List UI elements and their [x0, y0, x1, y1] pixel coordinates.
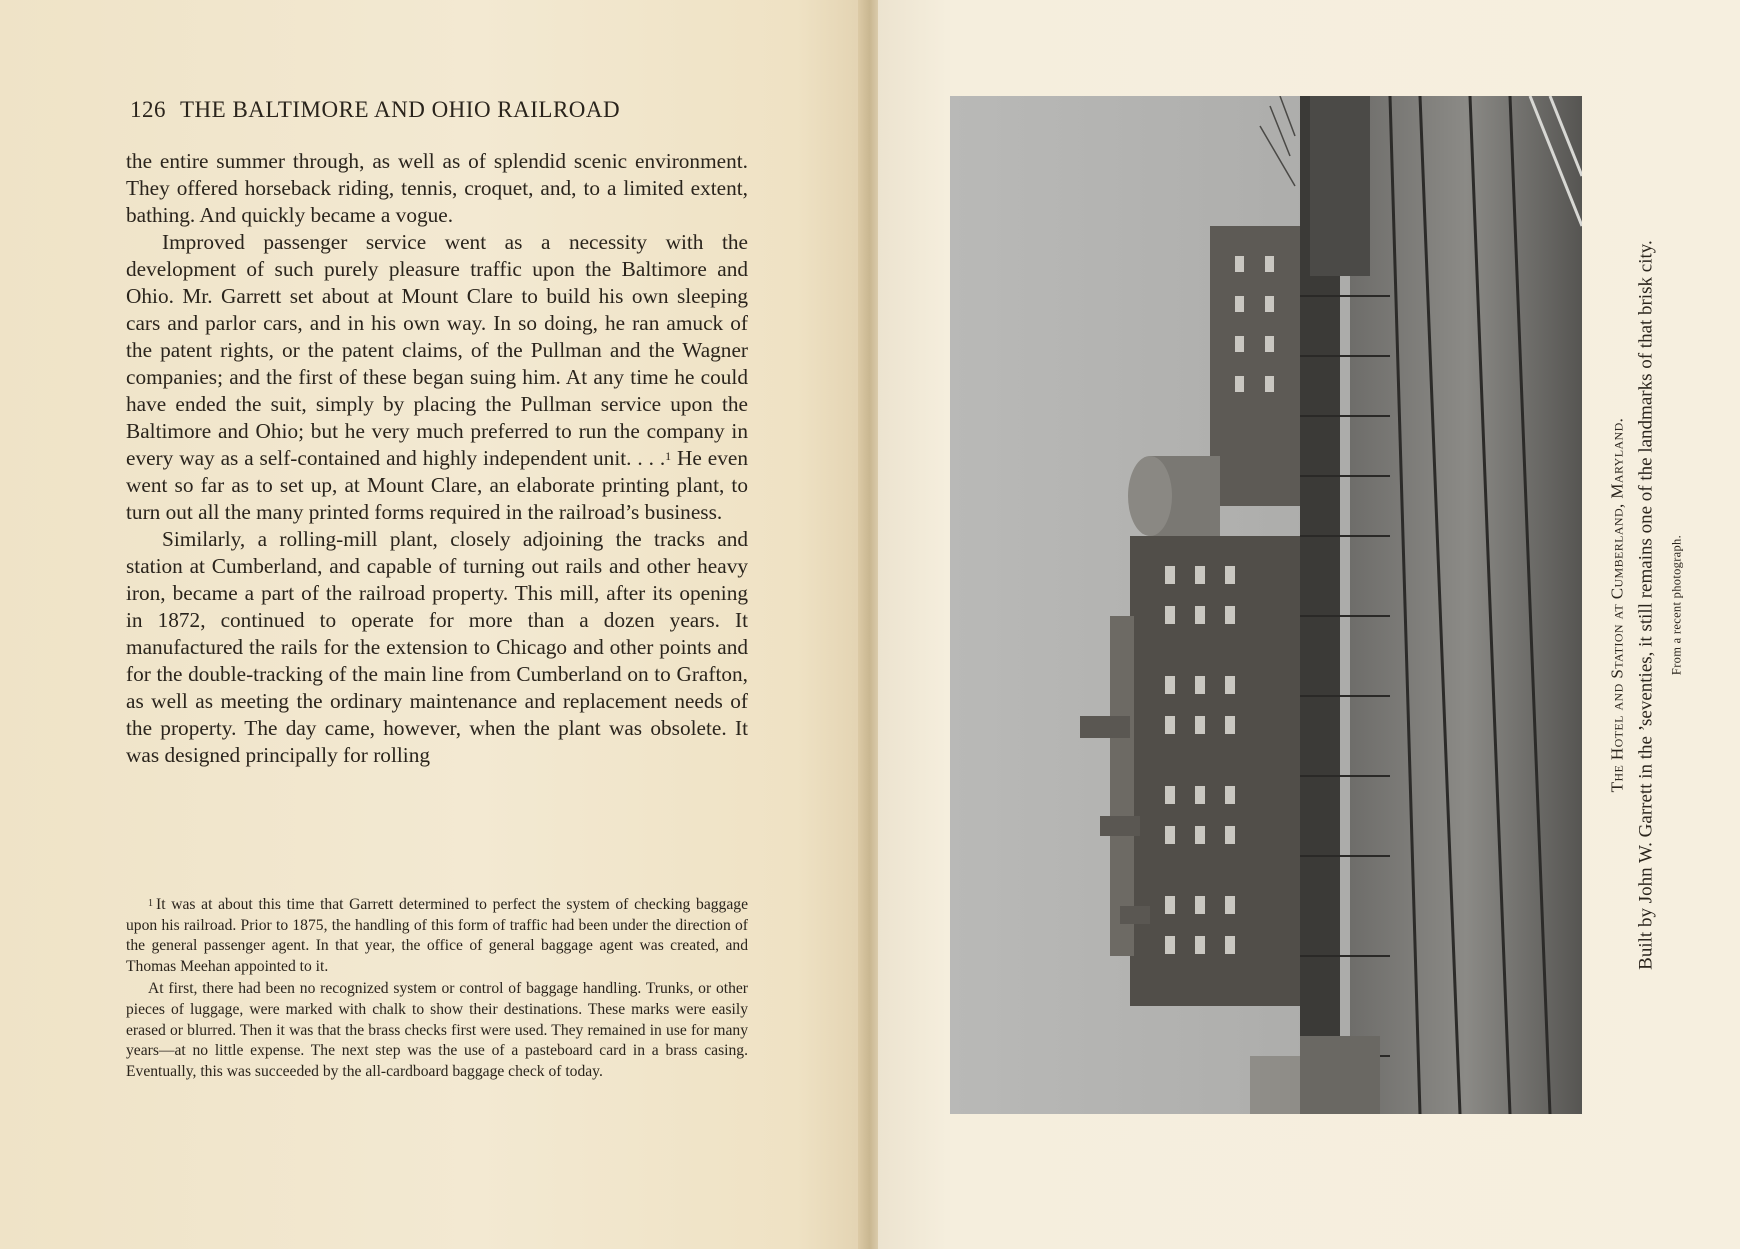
page-number: 126	[130, 97, 166, 122]
paragraph-2	[126, 229, 748, 526]
footnote-1-marker: 1	[148, 898, 153, 909]
caption-title: The Hotel and Station at Cumberland, Maryland.	[1607, 417, 1627, 793]
hotel-station-photo	[950, 96, 1582, 1114]
footnote-marker: 1	[665, 449, 672, 463]
paragraph-2-text: Improved passenger service went as a necessity with the development of such purely pleasure traffic upon the Baltimore and Ohio. Mr. Garrett set about at Mount Clare to build his own sleeping cars and parlor cars, and in his own way. In so doing, he ran amuck of the patent rights, or the patent claims, of the Pullman and the Wagner companies; and the first of these began suing him. At any time he could have ended the suit, simply by placing the Pullman service upon the Baltimore and Ohio; but he very much preferred to run the company in every way as a self-contained and highly independent unit. . . .	[126, 230, 748, 470]
paragraph-1: the entire summer through, as well as of splendid scenic environment. They offered horseback riding, tennis, croquet, and, to a limited extent, bathing. And quickly became a vogue.	[126, 149, 748, 227]
running-head	[130, 97, 750, 123]
footnotes	[126, 895, 748, 1082]
paragraph-3: Similarly, a rolling-mill plant, closely adjoining the tracks and station at Cumberland, and capable of turning out rails and other heavy iron, became a part of the railroad property. This mill, after its opening in 1872, continued to operate for more than a dozen years. It manufactured the rails for the extension to Chicago and other points and for the double-tracking of the main line from Cumberland on to Grafton, as well as meeting the ordinary maintenance and replacement needs of the property. The day came, however, when the plant was obsolete. It was designed principally for rolling	[126, 527, 748, 767]
photo-plate	[950, 96, 1582, 1114]
paragraph-2-continuation: He even went so far as to set up, at Mount Clare, an elaborate printing plant, to turn out all the many printed forms required in the railroad’s business.	[126, 446, 748, 524]
plate-caption-rotated	[1608, 105, 1685, 1105]
footnote-1	[126, 895, 748, 977]
plate-caption	[1596, 96, 1696, 1114]
footnote-1-text: It was at about this time that Garrett determined to perfect the system of checking baggage upon his railroad. Prior to 1875, the handling of this form of traffic had been under the direction of the general passenger agent. In that year, the office of general baggage agent was created, and Thomas Meehan appointed to it.	[126, 896, 748, 975]
left-page	[0, 0, 866, 1249]
body-text	[126, 148, 748, 769]
footnote-2: At first, there had been no recognized system or control of baggage handling. Trunks, or other pieces of luggage, were marked with chalk to show their destinations. These marks were easily erased or blurred. Then it was that the brass checks first were used. They remained in use for many years—at no little expense. The next step was the use of a pasteboard card in a brass casing. Eventually, this was succeeded by the all-cardboard baggage check of today.	[126, 980, 748, 1080]
caption-text: Built by John W. Garrett in the ’seventies, it still remains one of the landmarks of that brisk city.	[1635, 240, 1657, 970]
caption-credit: From a recent photograph.	[1669, 534, 1684, 676]
running-head-title: THE BALTIMORE AND OHIO RAILROAD	[180, 97, 621, 122]
